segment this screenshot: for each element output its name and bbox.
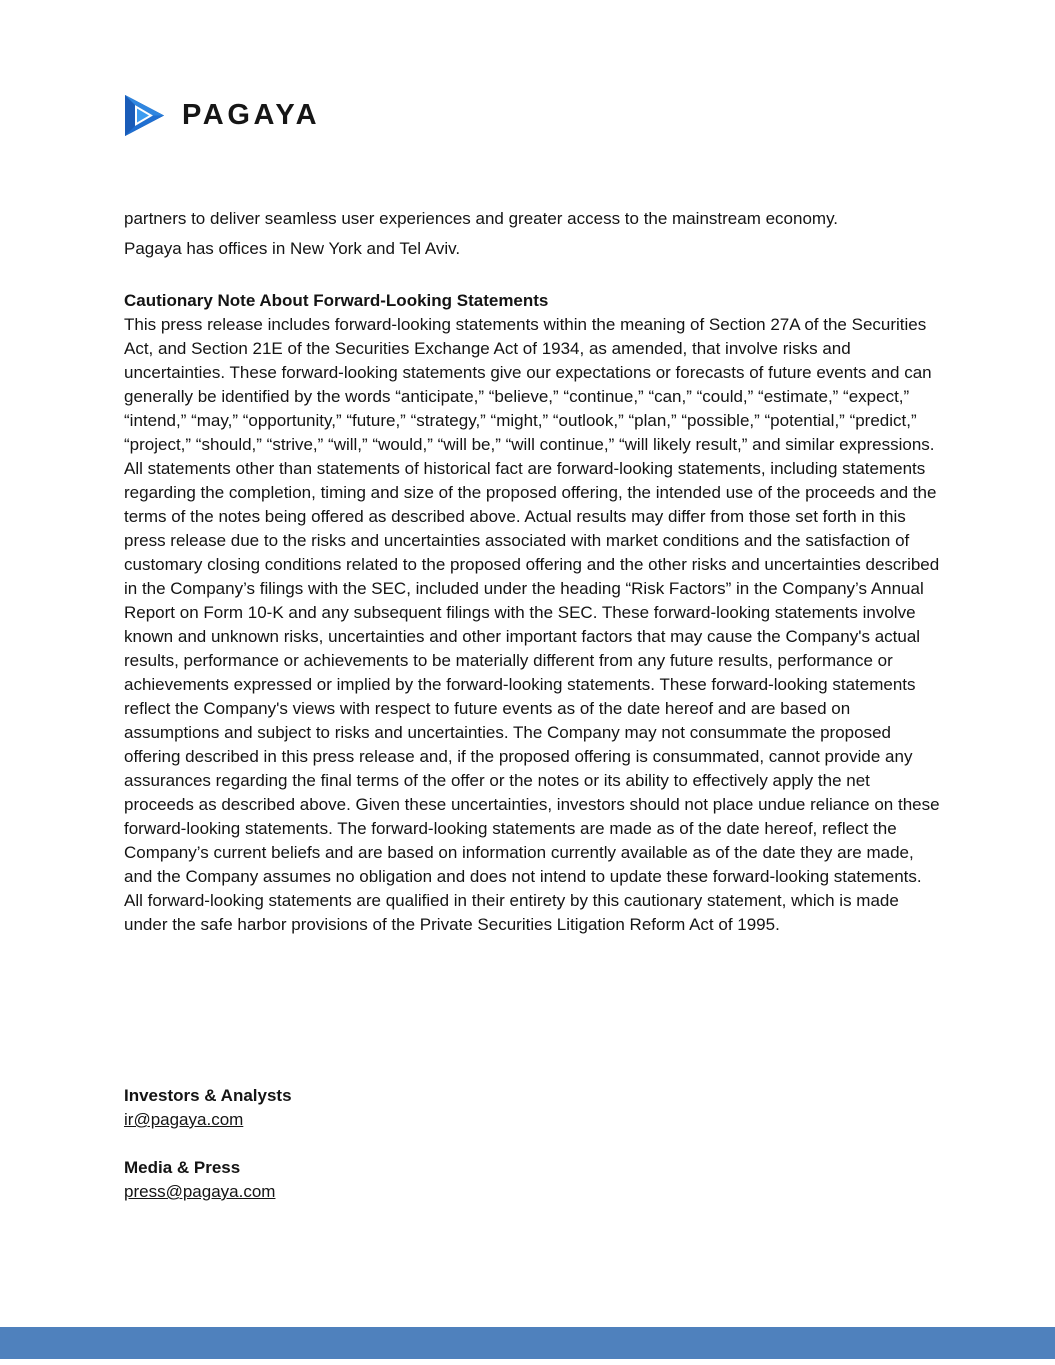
investors-contact <box>124 1084 292 1132</box>
media-label: Media & Press <box>124 1158 241 1177</box>
cautionary-body: This press release includes forward-looking statements within the meaning of Section 27A of the Securities Act, and Section 21E of the Securities Exchange Act of 1934, as amended, that involve risks and uncertainties. These forward-looking statements give our expectations or forecasts of future events and can generally be identified by the words “anticipate,” “believe,” “continue,” “can,” “could,” “estimate,” “expect,” “intend,” “may,” “opportunity,” “future,” “strategy,” “might,” “outlook,” “plan,” “possible,” “potential,” “predict,” “project,” “should,” “strive,” “will,” “would,” “will be,” “will continue,” “will likely result,” and similar expressions. All statements other than statements of historical fact are forward-looking statements, including statements regarding the completion, timing and size of the proposed offering, the intended use of the proceeds and the terms of the notes being offered as described above. Actual results may differ from those set forth in this press release due to the risks and uncertainties associated with market conditions and the satisfaction of customary closing conditions related to the proposed offering and the other risks and uncertainties described in the Company’s filings with the SEC, included under the heading “Risk Factors” in the Company’s Annual Report on Form 10-K and any subsequent filings with the SEC. These forward-looking statements involve known and unknown risks, uncertainties and other important factors that may cause the Company's actual results, performance or achievements to be materially different from any future results, performance or achievements expressed or implied by the forward-looking statements. These forward-looking statements reflect the Company's views with respect to future events as of the date hereof and are based on assumptions and subject to risks and uncertainties. The Company may not consummate the proposed offering described in this press release and, if the proposed offering is consummated, cannot provide any assurances regarding the final terms of the offer or the notes or its ability to effectively apply the net proceeds as described above. Given these uncertainties, investors should not place undue reliance on these forward-looking statements. The forward-looking statements are made as of the date hereof, reflect the Company’s current beliefs and are based on information currently available as of the date they are made, and the Company assumes no obligation and does not intend to update these forward-looking statements. All forward-looking statements are qualified in their entirety by this cautionary statement, which is made under the safe harbor provisions of the Private Securities Litigation Reform Act of 1995. <box>124 315 940 934</box>
main-content <box>124 207 944 937</box>
media-contact <box>124 1156 292 1204</box>
contacts-section <box>124 1084 292 1204</box>
media-email-link[interactable]: press@pagaya.com <box>124 1182 276 1201</box>
intro-line-1: partners to deliver seamless user experiences and greater access to the mainstream economy. <box>124 209 839 228</box>
footer-bar <box>0 1327 1055 1359</box>
investors-label: Investors & Analysts <box>124 1086 292 1105</box>
pagaya-play-triangle-icon <box>124 92 165 139</box>
logo-wordmark: PAGAYA <box>182 98 321 131</box>
investors-email-link[interactable]: ir@pagaya.com <box>124 1110 244 1129</box>
intro-line-2: Pagaya has offices in New York and Tel Aviv. <box>124 239 461 258</box>
cautionary-heading: Cautionary Note About Forward-Looking Statements <box>124 291 549 310</box>
pagaya-logo <box>124 91 320 139</box>
